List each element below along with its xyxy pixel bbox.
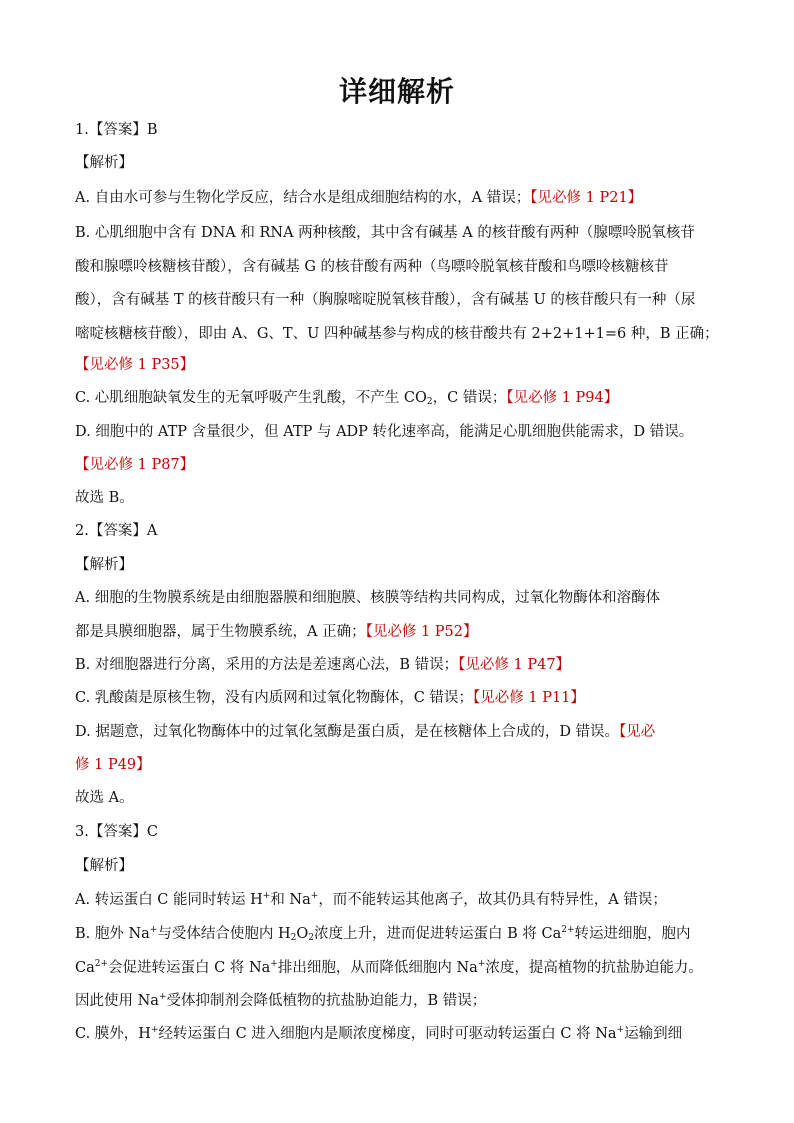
- q1-option-b-reference: 【见必修 1 P35】: [75, 357, 195, 373]
- q2-option-a-line1: A. 细胞的生物膜系统是由细胞器膜和细胞膜、核膜等结构共同构成，过氧化物酶体和溶酶体: [75, 590, 661, 606]
- q1-option-d-reference: 【见必修 1 P87】: [75, 457, 195, 473]
- q3-option-a-text-3: ，而不能转运其他离子，故其仍具有特异性，A 错误；: [318, 892, 667, 908]
- superscript: +: [616, 1025, 625, 1035]
- text-run: 因此使用 Na: [75, 993, 159, 1009]
- superscript: +: [150, 1025, 159, 1035]
- q3-answer: 3.【答案】C: [75, 824, 158, 840]
- subscript: 2: [290, 933, 297, 943]
- q2-option-c: [75, 688, 725, 708]
- text-run: 经转运蛋白 C 进入细胞内是顺浓度梯度，同时可驱动转运蛋白 C 将 Na: [158, 1026, 617, 1042]
- q2-option-d: [75, 722, 725, 742]
- q1-option-c-subscript: 2: [426, 397, 433, 407]
- q2-option-a-reference: 【见必修 1 P52】: [365, 624, 478, 640]
- superscript: 2+: [561, 925, 575, 935]
- q2-option-a-line2: [75, 622, 725, 642]
- q1-answer: 1.【答案】B: [75, 122, 158, 138]
- q1-option-b-line1: B. 心肌细胞中含有 DNA 和 RNA 两种核酸，其中含有碱基 A 的核苷酸有两种（腺嘌呤脱氧核苷: [75, 225, 695, 241]
- q2-option-b-reference: 【见必修 1 P47】: [458, 657, 571, 673]
- text-run: C. 膜外，H: [75, 1026, 151, 1042]
- subscript: 2: [308, 933, 314, 943]
- q3-option-b-line3: [75, 991, 725, 1011]
- q1-option-c-reference: 【见必修 1 P94】: [506, 390, 619, 406]
- q1-option-b-line4: 嘧啶核糖核苷酸），即由 A、G、T、U 四种碱基参与构成的核苷酸共有 2+2+1+1=6 种，B 正确；: [75, 326, 719, 342]
- text-run: 转运进细胞，胞内: [574, 926, 691, 942]
- q3-analysis-heading: 【解析】: [75, 858, 133, 874]
- q3-option-b-line2: [75, 958, 725, 978]
- q2-option-d-reference-start: 【见必: [619, 724, 656, 740]
- q1-option-b-line2: 酸和腺嘌呤核糖核苷酸），含有碱基 G 的核苷酸有两种（鸟嘌呤脱氧核苷酸和鸟嘌呤核糖核苷: [75, 259, 669, 275]
- q2-option-c-reference: 【见必修 1 P11】: [473, 690, 585, 706]
- q1-option-a: [75, 188, 725, 208]
- text-run: 与受体结合使胞内 H: [157, 926, 291, 942]
- q1-option-d: D. 细胞中的 ATP 含量很少，但 ATP 与 ADP 转化速率高，能满足心肌细胞供能需求，D 错误。: [75, 424, 694, 440]
- q1-option-a-reference: 【见必修 1 P21】: [530, 190, 643, 206]
- q2-analysis-heading: 【解析】: [75, 557, 133, 573]
- text-run: 浓度上升，进而促进转运蛋白 B 将 Ca: [314, 926, 562, 942]
- superscript: +: [477, 959, 486, 969]
- q1-option-c-text-end: ，C 错误；: [432, 390, 507, 406]
- text-run: 会促进转运蛋白 C 将 Na: [108, 960, 271, 976]
- text-run: Ca: [75, 960, 95, 976]
- text-run: 运输到细: [624, 1026, 683, 1042]
- q3-option-b-line1: [75, 924, 725, 944]
- q1-option-a-text: A. 自由水可参与生物化学反应，结合水是组成细胞结构的水，A 错误；: [75, 190, 531, 206]
- superscript: +: [270, 959, 278, 969]
- text-run: O: [296, 926, 309, 942]
- q2-option-b-text: B. 对细胞器进行分离，采用的方法是差速离心法，B 错误；: [75, 657, 459, 673]
- superscript: +: [158, 992, 167, 1002]
- q2-conclusion: 故选 A。: [75, 790, 134, 806]
- page-title: 详细解析: [338, 75, 455, 108]
- q2-option-d-text: D. 据题意，过氧化物酶体中的过氧化氢酶是蛋白质，是在核糖体上合成的，D 错误。: [75, 724, 620, 740]
- text-run: 受体抑制剂会降低植物的抗盐胁迫能力，B 错误；: [166, 993, 487, 1009]
- superscript: 2+: [94, 959, 109, 969]
- q2-option-b: [75, 655, 725, 675]
- q1-analysis-heading: 【解析】: [75, 155, 133, 171]
- q1-option-c-text: C. 心肌细胞缺氧发生的无氧呼吸产生乳酸，不产生 CO: [75, 390, 427, 406]
- superscript: +: [262, 891, 271, 901]
- text-run: 排出细胞，从而降低细胞内 Na: [277, 960, 478, 976]
- q3-option-a: [75, 890, 725, 910]
- q2-option-a-text: 都是具膜细胞器，属于生物膜系统，A 正确；: [75, 624, 366, 640]
- q2-option-c-text: C. 乳酸菌是原核生物，没有内质网和过氧化物酶体，C 错误；: [75, 690, 473, 706]
- q2-answer: 2.【答案】A: [75, 523, 158, 539]
- q3-option-a-text-2: 和 Na: [270, 892, 311, 908]
- q1-option-b-line3: 酸），含有碱基 T 的核苷酸只有一种（胸腺嘧啶脱氧核苷酸），含有碱基 U 的核苷酸只有一种（尿: [75, 292, 696, 308]
- superscript: +: [149, 925, 158, 935]
- q1-option-c: [75, 388, 725, 408]
- text-run: B. 胞外 Na: [75, 926, 150, 942]
- superscript: +: [310, 891, 319, 901]
- q3-option-c: [75, 1024, 725, 1044]
- q1-conclusion: 故选 B。: [75, 490, 134, 506]
- text-run: 浓度，提高植物的抗盐胁迫能力。: [485, 960, 703, 976]
- q3-option-a-text: A. 转运蛋白 C 能同时转运 H: [75, 892, 263, 908]
- q2-option-d-reference-end: 修 1 P49】: [75, 757, 151, 773]
